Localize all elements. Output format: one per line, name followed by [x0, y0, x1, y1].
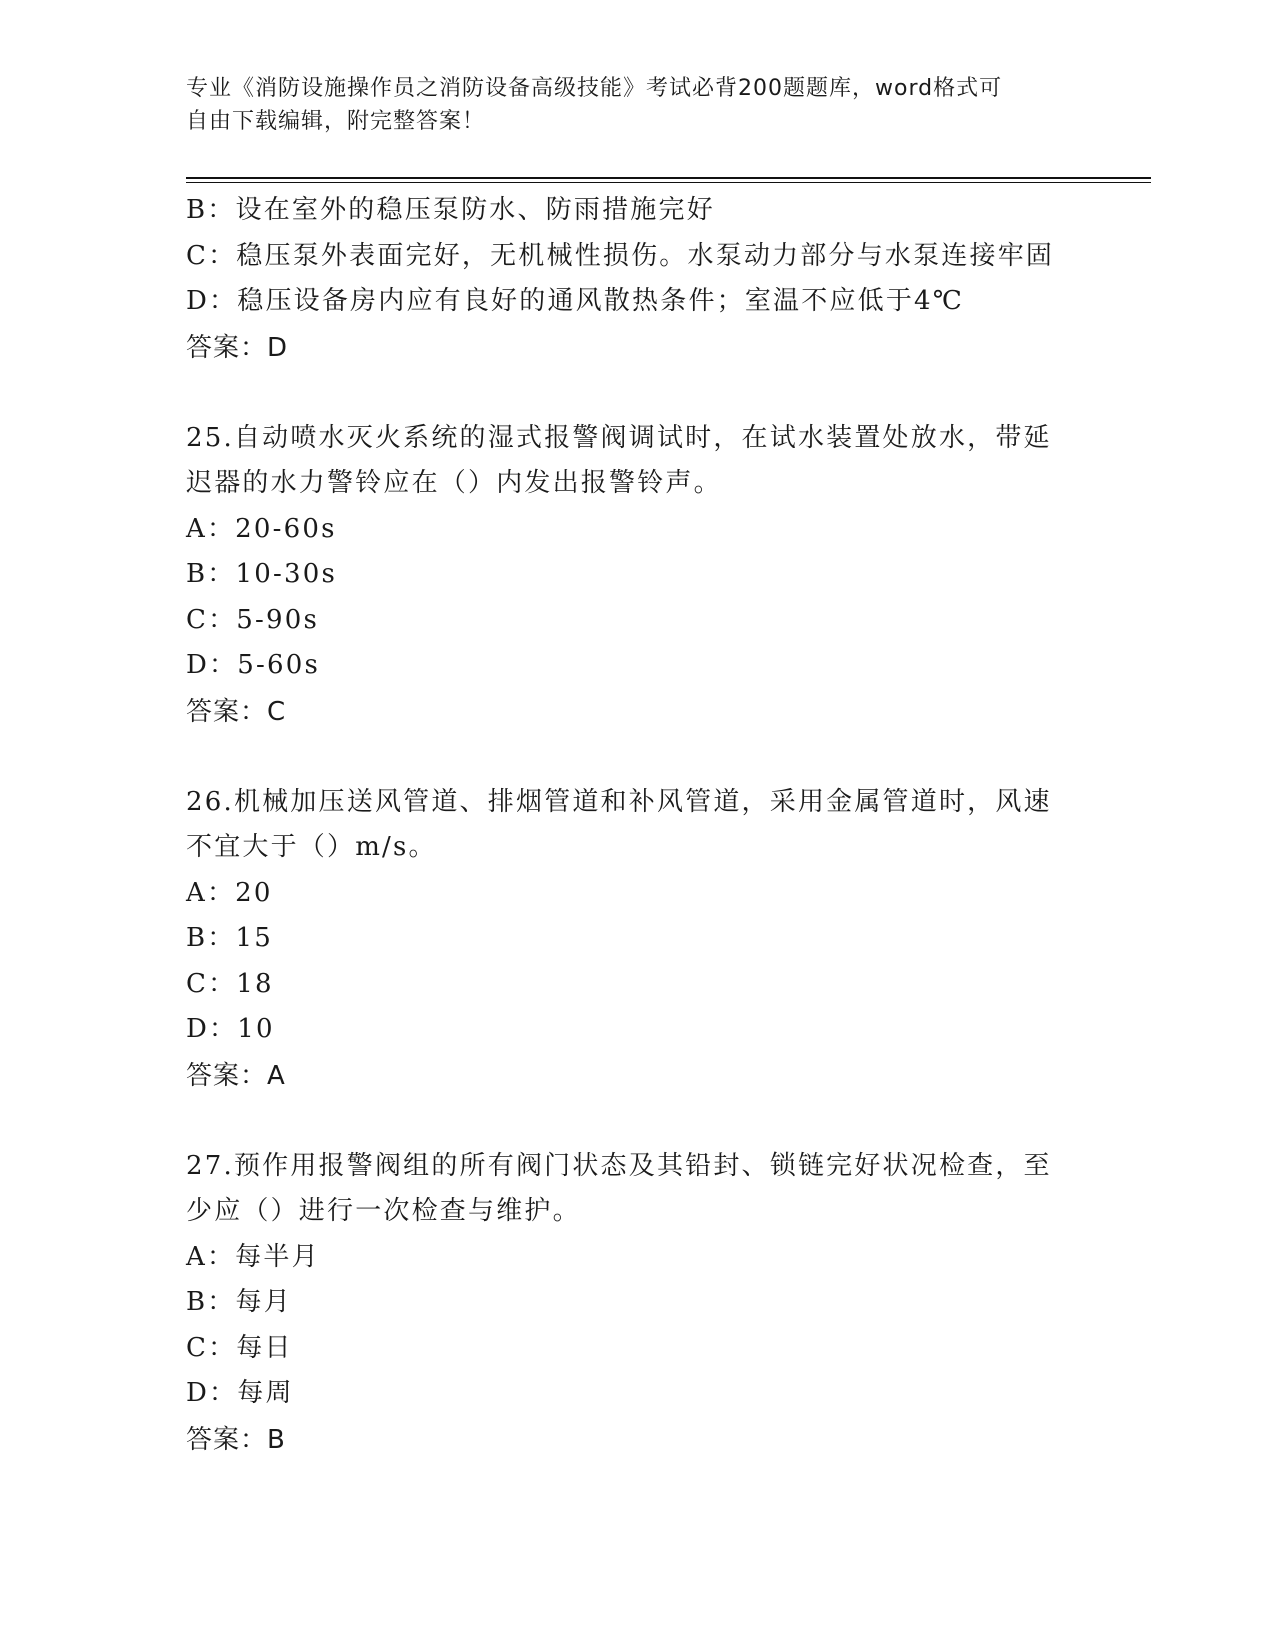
- question-27: [186, 1144, 1086, 1463]
- header-divider-thick: [186, 177, 1151, 179]
- header-line-2: 自由下载编辑，附完整答案！: [186, 109, 486, 134]
- option-c: C：18: [186, 968, 274, 999]
- option-b: B：15: [186, 923, 273, 953]
- option-b: B：10-30s: [186, 559, 338, 589]
- question-stem-line-1: 27.预作用报警阀组的所有阀门状态及其铅封、锁链完好状况检查，至: [186, 1150, 1052, 1181]
- answer-line: 答案：C: [186, 696, 287, 727]
- header-line-1: 专业《消防设施操作员之消防设备高级技能》考试必背200题题库，word格式可: [186, 76, 1003, 101]
- answer-line: 答案：D: [186, 332, 289, 363]
- question-stem-line-2: 少应（）进行一次检查与维护。: [186, 1196, 581, 1226]
- option-a: A：20: [186, 877, 273, 908]
- answer-line: 答案：A: [186, 1060, 286, 1091]
- header-divider-thin: [186, 182, 1151, 183]
- question-26: [186, 780, 1086, 1099]
- question-stem-line-1: 25.自动喷水灭火系统的湿式报警阀调试时，在试水装置处放水，带延: [186, 422, 1052, 453]
- question-content: [186, 188, 1086, 1463]
- question-gap: [186, 735, 1086, 780]
- option-c: C：每日: [186, 1332, 293, 1363]
- question-gap: [186, 371, 1086, 416]
- option-d: D：10: [186, 1014, 275, 1044]
- option-b: B：设在室外的稳压泵防水、防雨措施完好: [186, 195, 715, 225]
- option-d: D：每周: [186, 1378, 294, 1408]
- option-c: C：稳压泵外表面完好，无机械性损伤。水泵动力部分与水泵连接牢固: [186, 240, 1055, 271]
- continued-question: [186, 188, 1086, 371]
- option-c: C：5-90s: [186, 604, 320, 635]
- question-stem-line-1: 26.机械加压送风管道、排烟管道和补风管道，采用金属管道时，风速: [186, 786, 1052, 817]
- question-25: [186, 416, 1086, 735]
- document-header: [186, 72, 1086, 138]
- question-gap: [186, 1099, 1086, 1144]
- option-a: A：每半月: [186, 1241, 320, 1272]
- option-b: B：每月: [186, 1287, 292, 1317]
- option-d: D：稳压设备房内应有良好的通风散热条件；室温不应低于4℃: [186, 286, 965, 316]
- option-a: A：20-60s: [186, 513, 337, 544]
- option-d: D：5-60s: [186, 650, 320, 680]
- answer-line: 答案：B: [186, 1424, 286, 1455]
- question-stem-line-2: 迟器的水力警铃应在（）内发出报警铃声。: [186, 468, 722, 498]
- question-stem-line-2: 不宜大于（）m/s。: [186, 832, 437, 862]
